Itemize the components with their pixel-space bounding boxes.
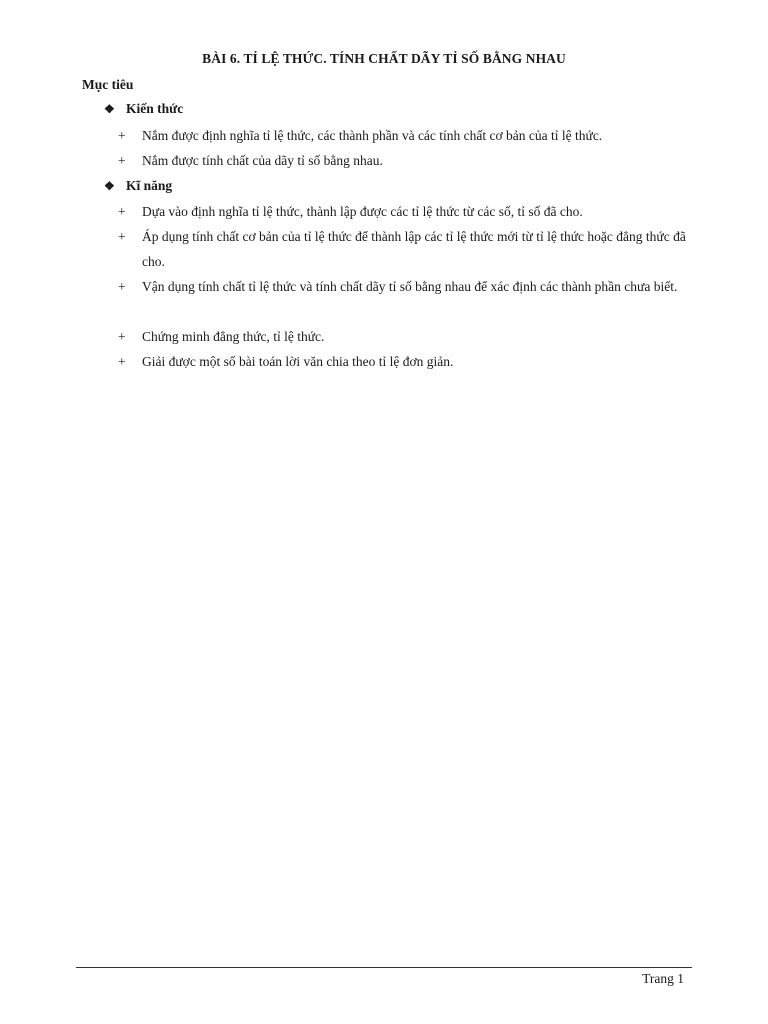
list-item-text: Áp dụng tính chất cơ bản của tỉ lệ thức để thành lập các tỉ lệ thức mới từ tỉ lệ thức hoặc đẳng thức đã cho. xyxy=(142,229,686,269)
list-item xyxy=(118,148,688,173)
diamond-bullet-icon: ❖ xyxy=(104,101,115,116)
list-item-text: Nắm được định nghĩa tỉ lệ thức, các thành phần và các tính chất cơ bản của tỉ lệ thức. xyxy=(142,128,603,143)
plus-marker: + xyxy=(118,229,126,244)
list-item xyxy=(118,123,688,148)
footer-divider xyxy=(76,967,692,968)
knowledge-heading-label: Kiến thức xyxy=(126,101,184,116)
plus-marker: + xyxy=(118,279,126,294)
list-item xyxy=(118,274,688,299)
page-number: Trang 1 xyxy=(642,971,684,986)
list-item xyxy=(118,349,688,374)
list-item-text: Giải được một số bài toán lời văn chia theo tỉ lệ đơn giản. xyxy=(142,354,454,369)
list-item xyxy=(118,224,688,274)
list-item-text: Dựa vào định nghĩa tỉ lệ thức, thành lập được các tỉ lệ thức từ các số, tỉ số đã cho. xyxy=(142,204,583,219)
list-item-text: Nắm được tính chất của dãy tỉ số bằng nhau. xyxy=(142,153,383,168)
list-item xyxy=(118,199,688,224)
knowledge-section-heading xyxy=(104,101,183,117)
list-item-text: Vận dụng tính chất tỉ lệ thức và tính chất dãy tỉ số bằng nhau để xác định các thành phần chưa biết. xyxy=(142,279,678,294)
plus-marker: + xyxy=(118,128,126,143)
skills-heading-label: Kĩ năng xyxy=(126,178,173,193)
skills-section-heading xyxy=(104,178,172,194)
list-item-text: Chứng minh đẳng thức, tỉ lệ thức. xyxy=(142,329,325,344)
list-item xyxy=(118,324,688,349)
plus-marker: + xyxy=(118,329,126,344)
plus-marker: + xyxy=(118,354,126,369)
plus-marker: + xyxy=(118,204,126,219)
objectives-heading: Mục tiêu xyxy=(82,77,134,92)
plus-marker: + xyxy=(118,153,126,168)
lesson-title: BÀI 6. TỈ LỆ THỨC. TÍNH CHẤT DÃY TỈ SỐ BẰNG NHAU xyxy=(202,51,566,66)
diamond-bullet-icon: ❖ xyxy=(104,178,115,193)
